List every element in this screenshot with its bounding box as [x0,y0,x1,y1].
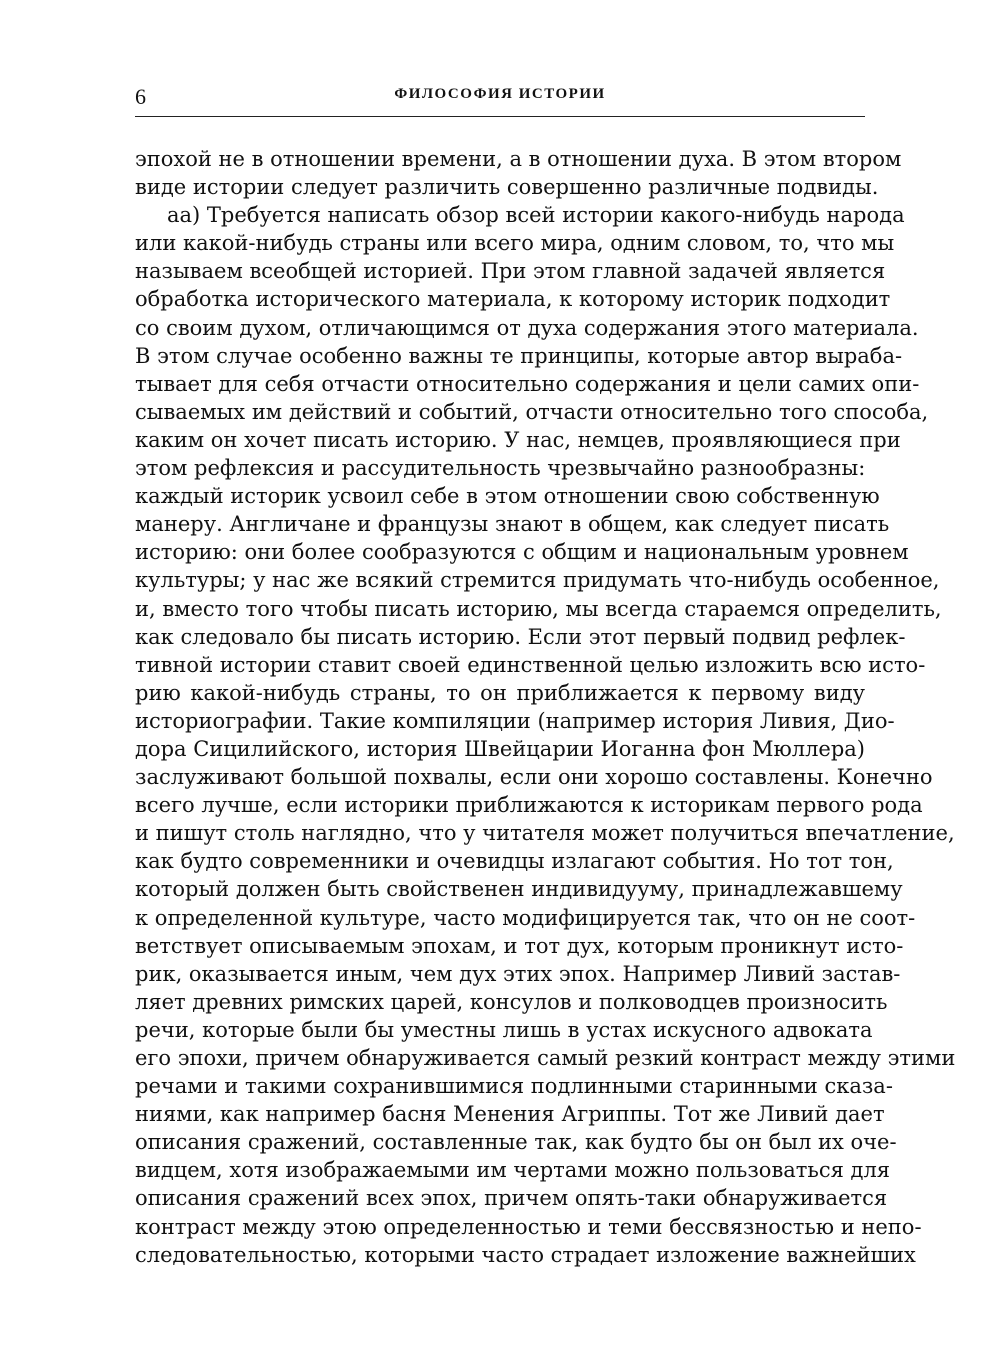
text-line: ниями, как например басня Менения Агриппы. Тот же Ливий дает [135,1102,885,1127]
text-line: и, вместо того чтобы писать историю, мы всегда стараемся определить, [135,596,942,621]
text-line: к определенной культуре, часто модифицируется так, что он не соот- [135,905,916,930]
text-line: речами и такими сохранившимися подлинными старинными сказа- [135,1074,893,1099]
text-line: этом рефлексия и рассудительность чрезвычайно разнообразны: [135,456,866,481]
text-line: видцем, хотя изображаемыми им чертами можно пользоваться для [135,1158,891,1183]
page-number: 6 [135,84,146,109]
text-line: эпохой не в отношении времени, а в отношении духа. В этом втором [135,147,902,171]
text-line: сываемых им действий и событий, отчасти относительно того способа, [135,399,929,424]
text-line: как следовало бы писать историю. Если этот первый подвид рефлек- [135,624,906,649]
text-line: каким он хочет писать историю. У нас, немцев, проявляющиеся при [135,427,901,452]
text-line: тивной истории ставит своей единственной целью изложить всю исто- [135,652,926,677]
text-line: описания сражений всех эпох, причем опять-таки обнаруживается [135,1186,888,1211]
text-line: как будто современники и очевидцы излагают события. Но тот тон, [135,849,894,874]
text-line: В этом случае особенно важны те принципы, которые автор выраба- [135,343,903,368]
text-line: ветствует описываемым эпохам, и тот дух, которым проникнут исто- [135,933,904,958]
running-head [135,84,865,114]
text-line: рию какой-нибудь страны, то он приближается к первому виду [135,680,865,705]
text-line: контраст между этою определенностью и теми бессвязностью и непо- [135,1214,922,1239]
text-line: каждый историк усвоил себе в этом отношении свою собственную [135,484,880,509]
text-line: и пишут столь наглядно, что у читателя может получиться впечатление, [135,821,955,846]
body-text [135,145,956,1269]
text-line: всего лучше, если историки приближаются к историкам первого рода [135,793,923,818]
text-line: следовательностью, которыми часто страдает изложение важнейших [135,1242,916,1267]
text-line: манеру. Англичане и французы знают в общем, как следует писать [135,512,890,537]
text-line: рик, оказывается иным, чем дух этих эпох. Например Ливий застав- [135,961,901,986]
text-line: заслуживают большой похвалы, если они хорошо составлены. Конечно [135,765,933,790]
header-rule [135,116,865,117]
text-line: аа) Требуется написать обзор всей истории какого-нибудь народа [167,203,905,228]
text-line: историографии. Такие компиляции (например история Ливия, Дио- [135,708,895,733]
text-line: или какой-нибудь страны или всего мира, одним словом, то, что мы [135,231,895,256]
text-line: который должен быть свойственен индивидууму, принадлежавшему [135,877,903,902]
text-line: обработка исторического материала, к которому историк подходит [135,287,891,312]
running-title: ФИЛОСОФИЯ ИСТОРИИ [394,86,606,102]
text-line: со своим духом, отличающимся от духа содержания этого материала. [135,315,919,340]
text-line: дора Сицилийского, история Швейцарии Иоганна фон Мюллера) [135,736,865,761]
text-line: называем всеобщей историей. При этом главной задачей является [135,259,886,284]
text-line: его эпохи, причем обнаруживается самый резкий контраст между этими [135,1046,956,1070]
text-line: речи, которые были бы уместны лишь в устах искусного адвоката [135,1017,873,1042]
text-line: культуры; у нас же всякий стремится придумать что-нибудь особенное, [135,568,940,593]
text-line: тывает для себя отчасти относительно содержания и цели самих опи- [135,371,920,396]
text-line: виде истории следует различить совершенно различные подвиды. [135,175,879,200]
text-line: ляет древних римских царей, консулов и полководцев произносить [135,989,888,1014]
text-line: историю: они более сообразуются с общим и национальным уровнем [135,540,909,565]
text-line: описания сражений, составленные так, как будто бы он был их оче- [135,1130,897,1155]
